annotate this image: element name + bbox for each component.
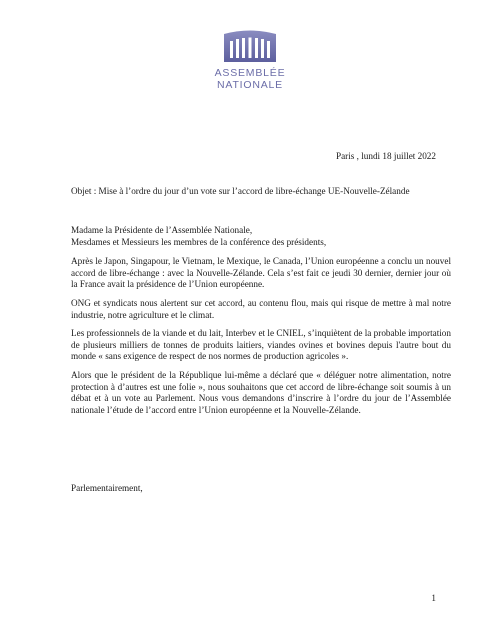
letter-subject: Objet : Mise à l’ordre du jour d’un vote sur l’accord de libre-échange UE-Nouvelle-Zélande bbox=[71, 186, 410, 196]
letter-signoff: Parlementairement, bbox=[71, 483, 143, 493]
paragraph-2: ONG et syndicats nous alertent sur cet accord, au contenu flou, mais qui risque de mettre à mal notre industrie, notre agriculture et le climat. bbox=[71, 297, 451, 320]
salutation-line1: Madame la Présidente de l’Assemblée Nationale, bbox=[71, 225, 253, 235]
paragraph-3: Les professionnels de la viande et du lait, Interbev et le CNIEL, s’inquiètent de la probable importation de plusieurs milliers de tonnes de produits laitiers, viandes ovines et bovines depuis l'autre bout du monde « sans exigence de respect de nos normes de production agricoles ». bbox=[71, 328, 451, 362]
letter-body bbox=[71, 225, 451, 423]
logo-text-line2: NATIONALE bbox=[217, 79, 283, 91]
salutation-line2: Mesdames et Messieurs les membres de la conférence des présidents, bbox=[71, 236, 327, 247]
letter-date: Paris , lundi 18 juillet 2022 bbox=[335, 151, 436, 161]
assemblee-nationale-logo bbox=[205, 30, 295, 91]
salutation bbox=[71, 225, 451, 248]
logo-text-line1: ASSEMBLÉE bbox=[214, 67, 286, 79]
paragraph-1: Après le Japon, Singapour, le Vietnam, le Mexique, le Canada, l’Union européenne a conclu un nouvel accord de libre-échange : avec la Nouvelle-Zélande. Cela s’est fait ce jeudi 30 dernier, dernier jour où la France avait la présidence de l’Union européenne. bbox=[71, 256, 451, 290]
page-number: 1 bbox=[431, 593, 436, 603]
paragraph-4: Alors que le président de la République lui-même a déclaré que « déléguer notre alimentation, notre protection à d’autres est une folie », nous souhaitons que cet accord de libre-échange soit soumis à un débat et à un vote au Parlement. Nous vous demandons d’inscrire à l’ordre du jour de l’Assemblée nationale l’étude de l’accord entre l’Union européenne et la Nouvelle-Zélande. bbox=[71, 369, 451, 415]
hemicycle-icon bbox=[221, 30, 279, 64]
